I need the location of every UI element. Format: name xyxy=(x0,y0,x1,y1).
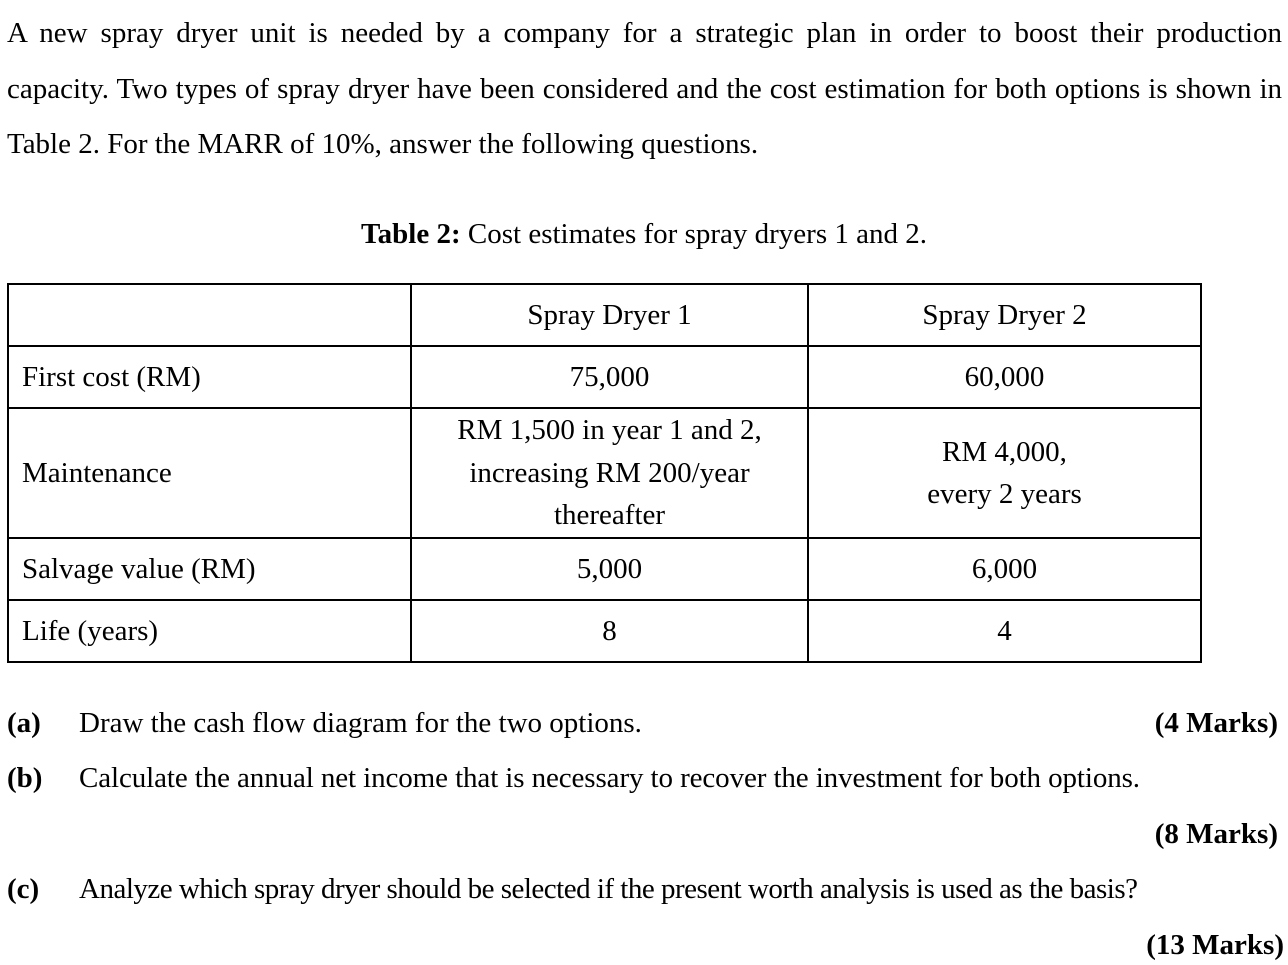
problem-statement: A new spray dryer unit is needed by a company for a strategic plan in order to boost their production capacity. Two types of spray dryer have been considered and the cost estimation for both options is shown in Table 2. For the MARR of 10%, answer the following questions. xyxy=(7,17,1282,160)
maintenance-dryer-2-line: every 2 years xyxy=(927,478,1082,510)
question-b-marks: (8 Marks) xyxy=(1154,818,1278,850)
table-row xyxy=(8,600,1201,662)
header-empty-cell xyxy=(8,284,411,346)
header-spray-dryer-1: Spray Dryer 1 xyxy=(411,284,808,346)
question-c-text: Analyze which spray dryer should be selected if the present worth analysis is used as the basis? xyxy=(79,873,1138,905)
table-header-row xyxy=(8,284,1201,346)
life-dryer-2: 4 xyxy=(808,600,1201,662)
maintenance-dryer-1-line: increasing RM 200/year xyxy=(469,456,750,489)
row-label-salvage-value: Salvage value (RM) xyxy=(8,538,411,600)
table-caption-label: Table 2: xyxy=(361,218,461,250)
row-label-first-cost: First cost (RM) xyxy=(8,346,411,408)
question-a-text: Draw the cash flow diagram for the two options. xyxy=(79,707,642,739)
first-cost-dryer-1: 75,000 xyxy=(411,346,808,408)
table-row xyxy=(8,346,1201,408)
salvage-value-dryer-1: 5,000 xyxy=(411,538,808,600)
header-spray-dryer-2: Spray Dryer 2 xyxy=(808,284,1201,346)
salvage-value-dryer-2: 6,000 xyxy=(808,538,1201,600)
maintenance-dryer-2 xyxy=(808,408,1201,538)
maintenance-dryer-1-line: RM 1,500 in year 1 and 2, xyxy=(457,414,762,447)
question-c-label: (c) xyxy=(7,873,40,905)
maintenance-dryer-1 xyxy=(411,408,808,538)
maintenance-dryer-1-line: thereafter xyxy=(553,499,666,532)
maintenance-dryer-2-line: RM 4,000, xyxy=(942,435,1067,468)
question-a-label: (a) xyxy=(7,707,41,739)
question-c-marks: (13 Marks) xyxy=(1146,929,1284,961)
table-row xyxy=(8,408,1201,538)
table-row xyxy=(8,538,1201,600)
cost-estimates-table xyxy=(7,283,1202,663)
table-caption xyxy=(0,214,1288,254)
first-cost-dryer-2: 60,000 xyxy=(808,346,1201,408)
row-label-life: Life (years) xyxy=(8,600,411,662)
life-dryer-1: 8 xyxy=(411,600,808,662)
question-b-label: (b) xyxy=(7,762,43,794)
row-label-maintenance: Maintenance xyxy=(8,408,411,538)
question-a-marks: (4 Marks) xyxy=(1154,707,1278,739)
question-b-text: Calculate the annual net income that is necessary to recover the investment for both options. xyxy=(79,762,1140,794)
table-caption-text: Cost estimates for spray dryers 1 and 2. xyxy=(460,218,927,250)
